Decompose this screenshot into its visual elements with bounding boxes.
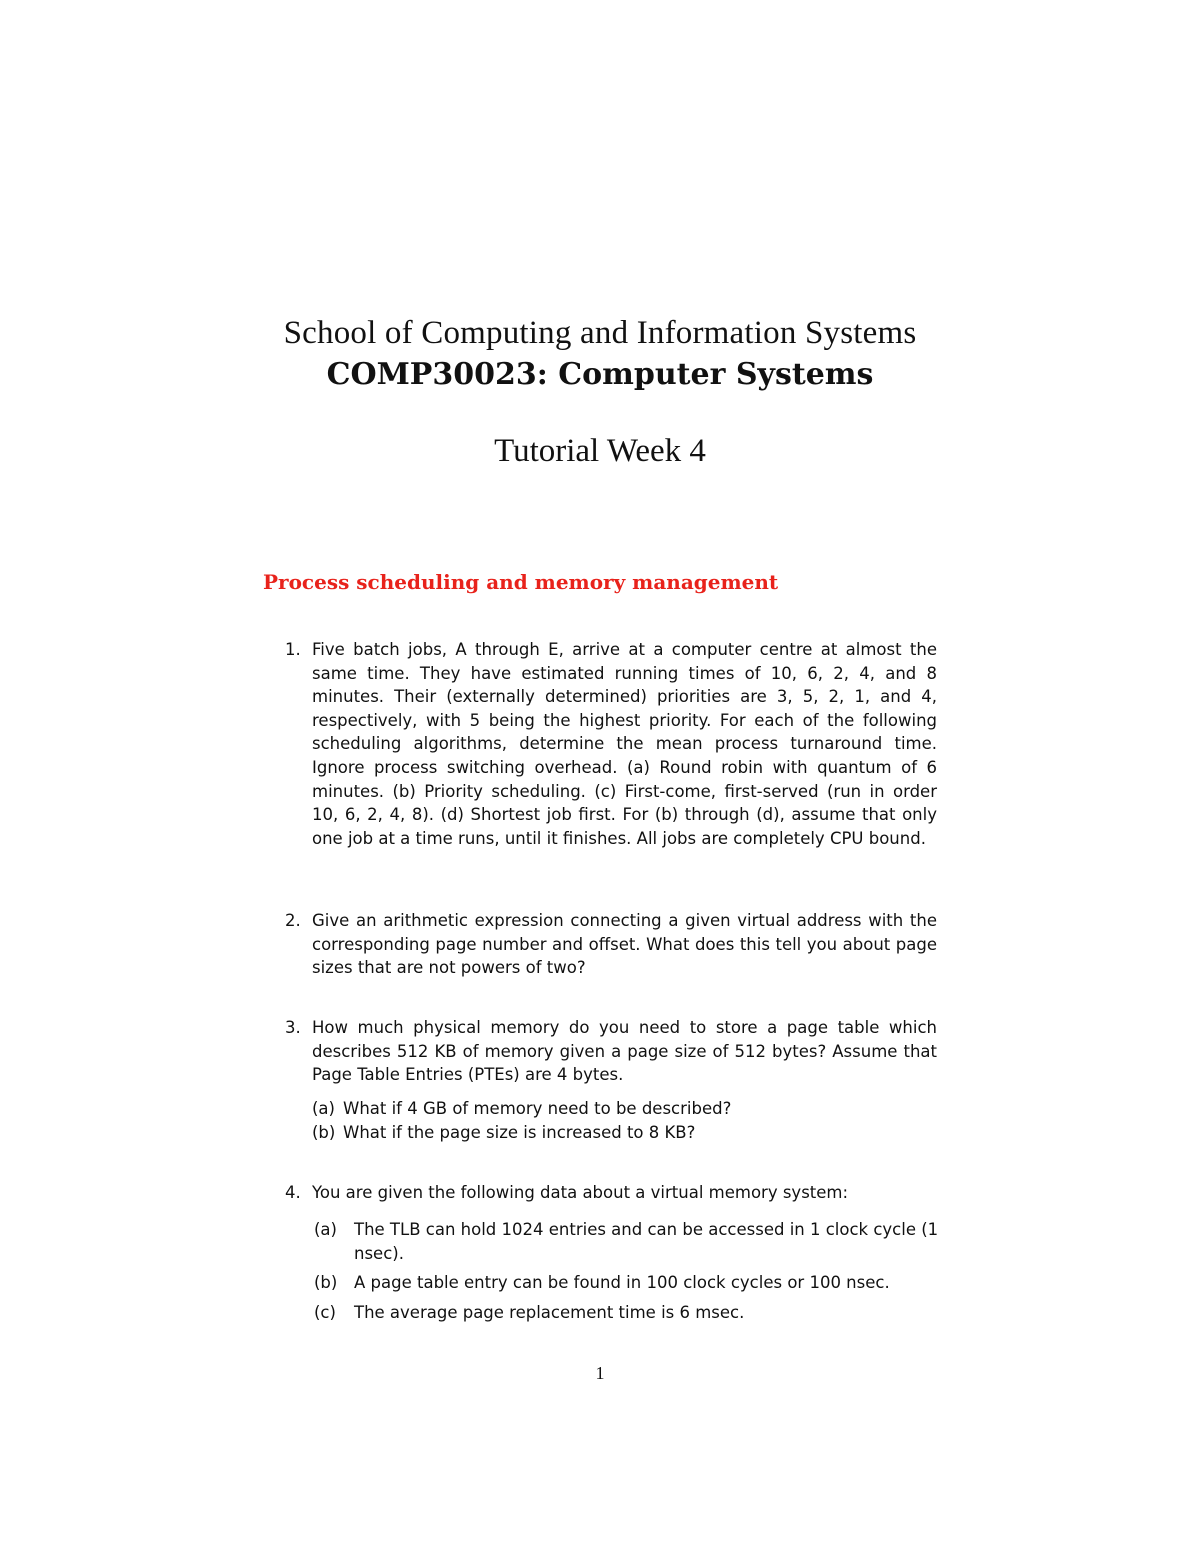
question-number: 1. [285, 640, 301, 659]
page-number: 1 [595, 1363, 605, 1383]
subitem-marker: (a) [312, 1099, 335, 1118]
section-heading: Process scheduling and memory management [263, 570, 779, 594]
question-4-subitems [312, 1218, 952, 1330]
subitem-text: The TLB can hold 1024 entries and can be accessed in 1 clock cycle (1 nsec). [354, 1220, 939, 1263]
tutorial-title: Tutorial Week 4 [494, 433, 706, 469]
question-text: Give an arithmetic expression connecting a given virtual address with the corresponding page number and offset. What does this tell you about page sizes that are not powers of two? [312, 911, 937, 978]
list-item [312, 1121, 952, 1145]
list-item [312, 1218, 952, 1265]
school-name: School of Computing and Information Systems [283, 315, 917, 351]
question-4 [285, 1181, 937, 1205]
question-1 [285, 638, 937, 850]
subitem-marker: (c) [314, 1302, 336, 1322]
list-item [312, 1301, 952, 1325]
list-item [312, 1097, 952, 1121]
question-number: 3. [285, 1018, 301, 1037]
subitem-text: What if the page size is increased to 8 KB? [343, 1122, 696, 1142]
question-number: 4. [285, 1183, 301, 1202]
subitem-marker: (b) [312, 1122, 336, 1142]
question-3 [285, 1016, 937, 1087]
question-2 [285, 909, 937, 980]
list-item [312, 1271, 952, 1295]
question-text: How much physical memory do you need to store a page table which describes 512 KB of memory given a page size of 512 bytes? Assume that Page Table Entries (PTEs) are 4 bytes. [312, 1018, 937, 1085]
subitem-text: A page table entry can be found in 100 clock cycles or 100 nsec. [354, 1273, 890, 1293]
course-title: COMP30023: Computer Systems [326, 357, 874, 392]
subitem-text: The average page replacement time is 6 msec. [354, 1302, 745, 1322]
question-3-subitems [312, 1097, 952, 1144]
subitem-marker: (a) [314, 1220, 337, 1239]
subitem-marker: (b) [314, 1273, 338, 1293]
question-text: You are given the following data about a virtual memory system: [312, 1183, 849, 1202]
question-number: 2. [285, 911, 301, 930]
subitem-text: What if 4 GB of memory need to be described? [343, 1099, 732, 1118]
question-text: Five batch jobs, A through E, arrive at a computer centre at almost the same time. They have estimated running times of 10, 6, 2, 4, and 8 minutes. Their (externally determined) priorities are 3, 5, 2, 1, and 4, respectively, with 5 being the highest priority. For each of the following scheduling algorithms, determine the mean process turnaround time. Ignore process switching overhead. (a) Round robin with quantum of 6 minutes. (b) Priority scheduling. (c) First-come, first-served (run in order 10, 6, 2, 4, 8). (d) Shortest job first. For (b) through (d), assume that only one job at a time runs, until it finishes. All jobs are completely CPU bound. [312, 640, 937, 848]
